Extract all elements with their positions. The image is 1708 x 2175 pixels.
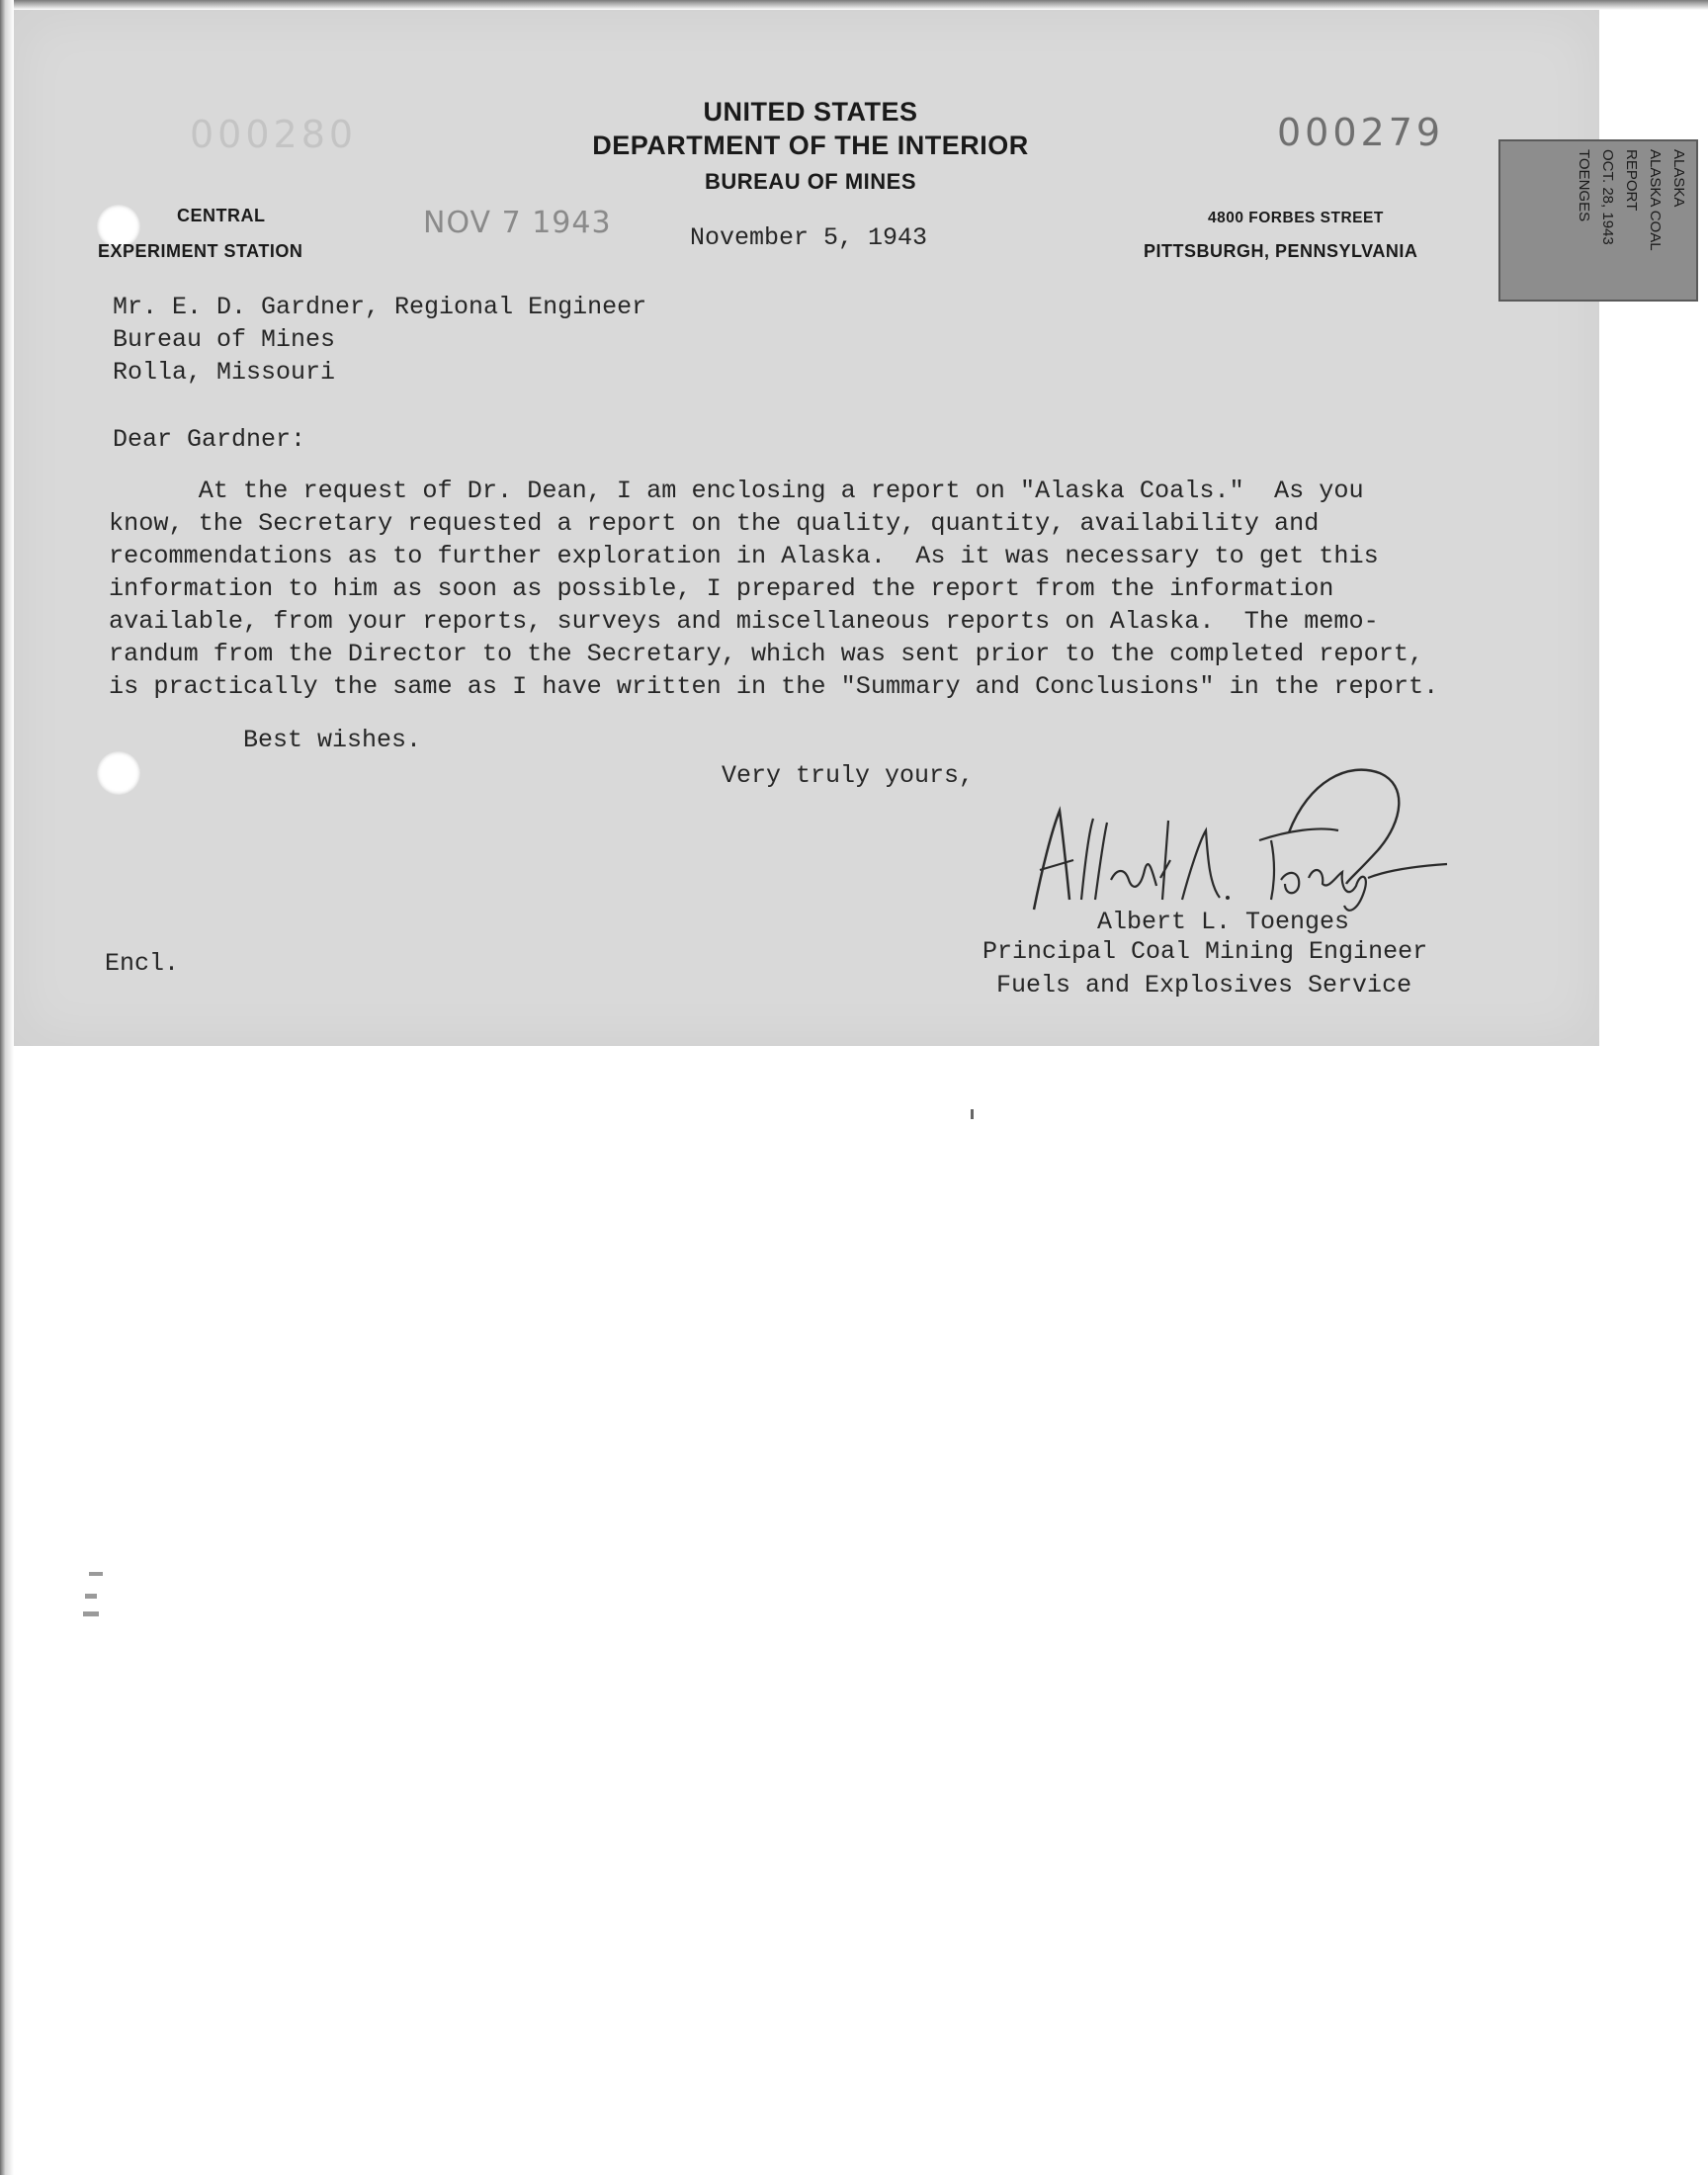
file-index-tab	[1498, 139, 1698, 302]
scan-speck	[85, 1594, 97, 1599]
body-line: know, the Secretary requested a report on the quality, quantity, availability and	[109, 509, 1320, 538]
station-line-1: CENTRAL	[177, 206, 266, 225]
scan-edge-top	[0, 0, 1708, 10]
handwritten-signature	[1012, 761, 1467, 929]
bleed-through-number: 000280	[190, 113, 358, 156]
file-tab-line: OCT. 28, 1943	[1599, 149, 1616, 245]
letter-date: November 5, 1943	[690, 223, 928, 252]
salutation: Dear Gardner:	[113, 425, 306, 454]
letterhead-department: DEPARTMENT OF THE INTERIOR	[592, 130, 1029, 160]
letter-sheet	[14, 10, 1599, 1046]
body-line: randum from the Director to the Secretary, which was sent prior to the completed report,	[109, 640, 1424, 668]
closing-wishes: Best wishes.	[243, 726, 422, 754]
body-line: available, from your reports, surveys and miscellaneous reports on Alaska. The memo-	[109, 607, 1379, 636]
body-line: recommendations as to further exploration in Alaska. As it was necessary to get this	[109, 542, 1379, 570]
enclosure-note: Encl.	[105, 949, 180, 978]
scan-speck	[83, 1611, 99, 1616]
document-number-stamp: 000279	[1277, 111, 1445, 154]
address-city: PITTSBURGH, PENNSYLVANIA	[1144, 241, 1418, 261]
recipient-line-2: Bureau of Mines	[113, 325, 336, 354]
scan-speck	[89, 1572, 103, 1576]
letterhead-bureau: BUREAU OF MINES	[704, 169, 917, 194]
body-line: information to him as soon as possible, I prepared the report from the information	[109, 574, 1334, 603]
signer-service: Fuels and Explosives Service	[996, 971, 1412, 1000]
file-tab-line: ALASKA COAL	[1647, 149, 1664, 251]
body-line: is practically the same as I have written in the "Summary and Conclusions" in the report.	[109, 672, 1439, 701]
signer-name: Albert L. Toenges	[1097, 908, 1350, 936]
body-line: At the request of Dr. Dean, I am enclosing a report on "Alaska Coals." As you	[109, 477, 1364, 505]
address-street: 4800 FORBES STREET	[1208, 210, 1384, 226]
signer-title: Principal Coal Mining Engineer	[982, 937, 1428, 966]
recipient-line-1: Mr. E. D. Gardner, Regional Engineer	[113, 293, 647, 321]
punch-hole-bottom	[97, 751, 140, 795]
valediction: Very truly yours,	[722, 761, 975, 790]
scan-speck	[971, 1109, 974, 1119]
file-tab-line: ALASKA	[1670, 149, 1687, 208]
file-tab-line: REPORT	[1623, 149, 1640, 212]
body-paragraph	[109, 475, 1601, 703]
file-tab-text	[1500, 141, 1696, 300]
recipient-line-3: Rolla, Missouri	[113, 358, 336, 387]
letterhead-agency: UNITED STATES	[703, 97, 918, 127]
scan-edge-left	[0, 0, 14, 2175]
file-tab-line: TOENGES	[1576, 149, 1592, 222]
received-date-stamp: NOV 7 1943	[423, 206, 612, 240]
station-line-2: EXPERIMENT STATION	[98, 241, 303, 261]
